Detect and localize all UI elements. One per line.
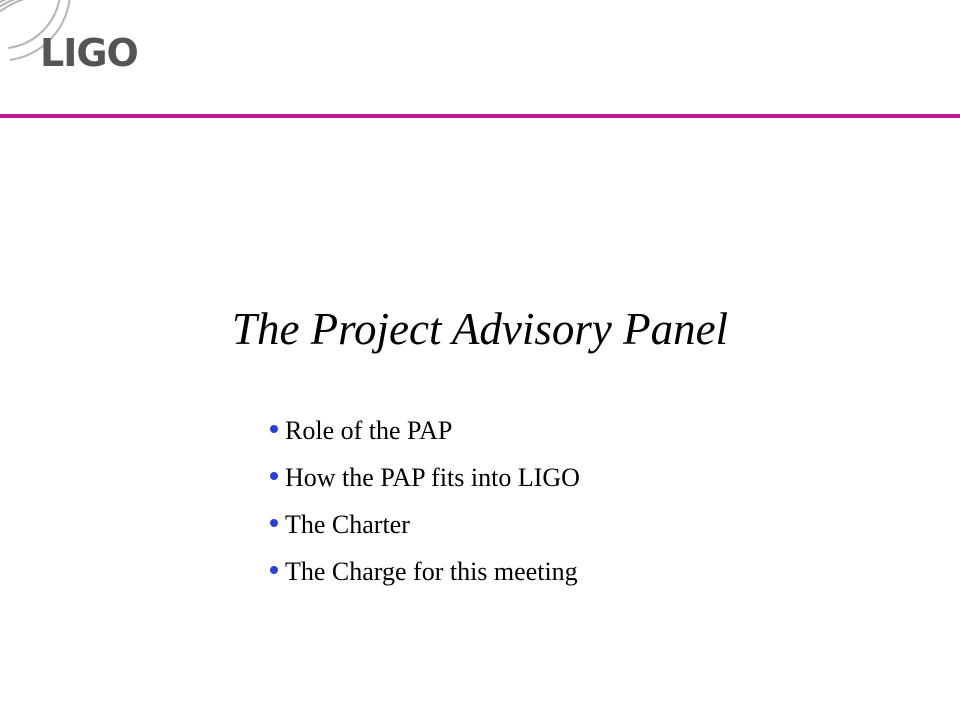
bullet-label: How the PAP fits into LIGO — [285, 463, 580, 492]
header-divider — [0, 114, 960, 118]
bullet-list — [270, 415, 580, 603]
bullet-label: Role of the PAP — [285, 416, 453, 445]
bullet-item — [270, 509, 580, 556]
bullet-dot-icon — [270, 519, 278, 527]
ligo-logo-text: LIGO — [40, 31, 138, 75]
bullet-dot-icon — [270, 425, 278, 433]
bullet-label: The Charge for this meeting — [285, 557, 578, 586]
bullet-dot-icon — [270, 566, 278, 574]
bullet-item — [270, 462, 580, 509]
bullet-item — [270, 415, 580, 462]
bullet-item — [270, 556, 580, 603]
bullet-label: The Charter — [285, 510, 410, 539]
slide-title: The Project Advisory Panel — [231, 304, 729, 354]
bullet-dot-icon — [270, 472, 278, 480]
